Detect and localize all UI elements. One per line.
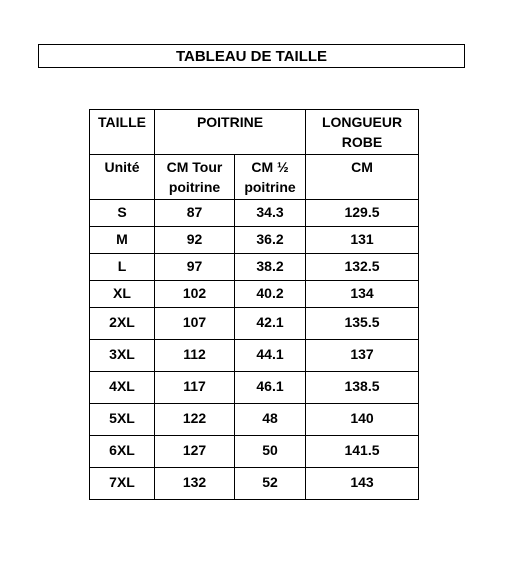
cell-size: 5XL — [90, 404, 155, 436]
subheader-cm: CM — [306, 155, 419, 200]
cell-size: S — [90, 200, 155, 227]
table-row — [90, 200, 419, 227]
table-row — [90, 404, 419, 436]
subheader-cm-tour-line2: poitrine — [168, 179, 221, 195]
cell-cm-tour: 107 — [155, 308, 235, 340]
cell-cm-tour: 87 — [155, 200, 235, 227]
cell-cm-tour: 102 — [155, 281, 235, 308]
cell-cm-half: 34.3 — [235, 200, 306, 227]
cell-longueur: 137 — [306, 340, 419, 372]
cell-cm-tour: 112 — [155, 340, 235, 372]
cell-cm-half: 40.2 — [235, 281, 306, 308]
cell-cm-half: 46.1 — [235, 372, 306, 404]
cell-longueur: 132.5 — [306, 254, 419, 281]
cell-longueur: 141.5 — [306, 436, 419, 468]
table-row — [90, 436, 419, 468]
table-subheader-row — [90, 155, 419, 200]
cell-cm-half: 42.1 — [235, 308, 306, 340]
table-row — [90, 468, 419, 500]
table-row — [90, 308, 419, 340]
cell-cm-half: 52 — [235, 468, 306, 500]
cell-longueur: 140 — [306, 404, 419, 436]
subheader-unite: Unité — [90, 155, 155, 200]
cell-cm-tour: 117 — [155, 372, 235, 404]
cell-size: 3XL — [90, 340, 155, 372]
cell-size: L — [90, 254, 155, 281]
table-row — [90, 372, 419, 404]
cell-cm-half: 50 — [235, 436, 306, 468]
cell-size: 2XL — [90, 308, 155, 340]
table-row — [90, 340, 419, 372]
cell-cm-tour: 132 — [155, 468, 235, 500]
cell-longueur: 129.5 — [306, 200, 419, 227]
cell-cm-tour: 127 — [155, 436, 235, 468]
cell-cm-tour: 97 — [155, 254, 235, 281]
cell-size: M — [90, 227, 155, 254]
cell-longueur: 143 — [306, 468, 419, 500]
cell-cm-half: 48 — [235, 404, 306, 436]
cell-longueur: 138.5 — [306, 372, 419, 404]
subheader-cm-half-line1: CM ½ — [251, 159, 289, 175]
header-taille: TAILLE — [90, 110, 155, 155]
cell-longueur: 131 — [306, 227, 419, 254]
header-longueur — [306, 110, 419, 155]
cell-longueur: 135.5 — [306, 308, 419, 340]
size-table — [89, 109, 419, 500]
header-poitrine: POITRINE — [155, 110, 306, 155]
cell-size: 6XL — [90, 436, 155, 468]
page-title: TABLEAU DE TAILLE — [38, 44, 465, 68]
cell-cm-tour: 92 — [155, 227, 235, 254]
cell-size: 4XL — [90, 372, 155, 404]
table-row — [90, 281, 419, 308]
header-longueur-line1: LONGUEUR — [321, 114, 403, 130]
table-header-row — [90, 110, 419, 155]
cell-size: XL — [90, 281, 155, 308]
header-longueur-line2: ROBE — [341, 134, 383, 150]
cell-size: 7XL — [90, 468, 155, 500]
subheader-cm-half-line2: poitrine — [244, 179, 296, 195]
cell-longueur: 134 — [306, 281, 419, 308]
table-row — [90, 227, 419, 254]
subheader-cm-tour — [155, 155, 235, 200]
cell-cm-half: 36.2 — [235, 227, 306, 254]
subheader-cm-tour-line1: CM Tour — [166, 159, 223, 175]
cell-cm-half: 38.2 — [235, 254, 306, 281]
table-row — [90, 254, 419, 281]
cell-cm-tour: 122 — [155, 404, 235, 436]
subheader-cm-half — [235, 155, 306, 200]
cell-cm-half: 44.1 — [235, 340, 306, 372]
